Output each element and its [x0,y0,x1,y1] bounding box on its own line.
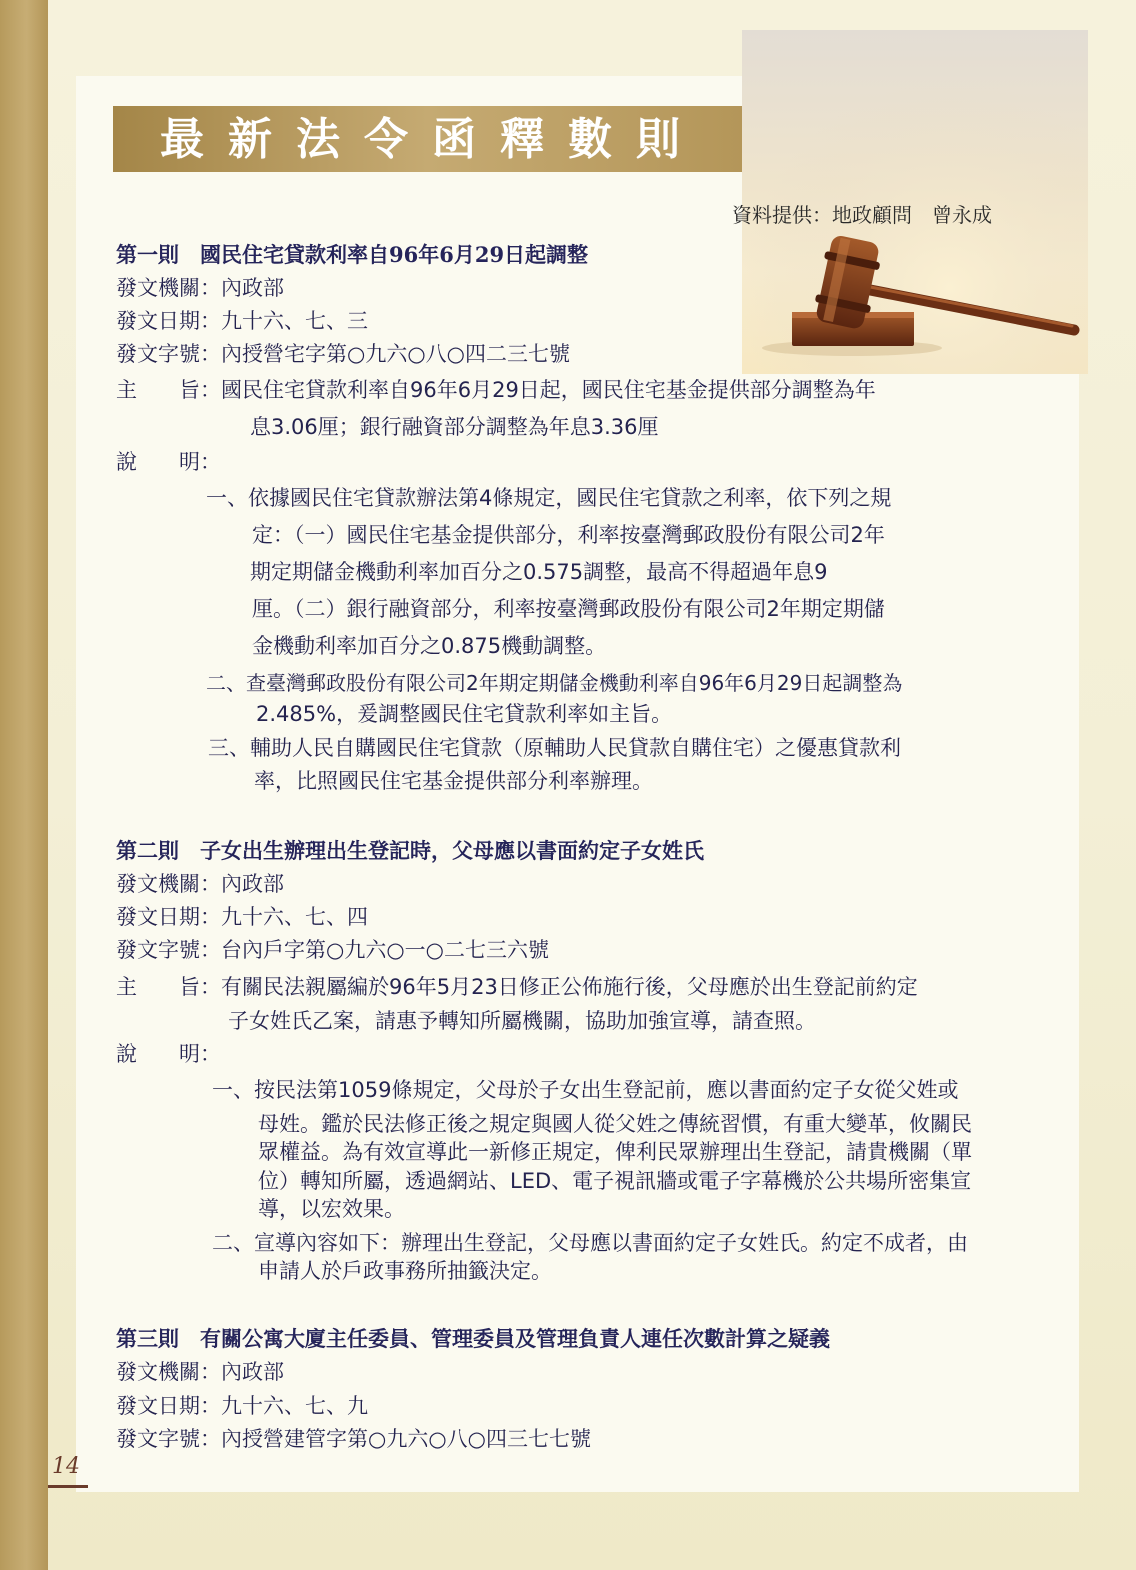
article-1-item-1-cont: 定：（一）國民住宅基金提供部分，利率按臺灣郵政股份有限公司2年 [252,523,885,547]
article-3-agency: 發文機關：內政部 [116,1360,284,1384]
article-1-item-2: 二、查臺灣郵政股份有限公司2年期定期儲金機動利率自96年6月29日起調整為 [206,671,903,695]
article-3-date: 發文日期：九十六、七、九 [116,1394,368,1418]
article-2-item-1-cont: 位）轉知所屬，透過網站、LED、電子視訊牆或電子字幕機於公共場所密集宣 [258,1169,972,1193]
article-1-doc-number: 發文字號：內授營宅字第○九六○八○四二三七號 [116,342,570,366]
page-title: 最新法令函釋數則 [160,114,704,165]
article-1-date: 發文日期：九十六、七、三 [116,309,368,333]
left-decorative-bar [0,0,48,1570]
article-2-explanation-label: 說 明： [116,1042,221,1066]
page-number: 14 [52,1454,80,1479]
article-1-subject-cont: 息3.06厘；銀行融資部分調整為年息3.36厘 [250,415,659,439]
article-1-item-3-cont: 率，比照國民住宅基金提供部分利率辦理。 [254,769,653,793]
article-2-item-1-cont: 導，以宏效果。 [258,1197,405,1221]
article-2-item-1: 一、按民法第1059條規定，父母於子女出生登記前，應以書面約定子女從父姓或 [212,1078,959,1102]
article-1-item-1-cont: 金機動利率加百分之0.875機動調整。 [252,634,607,658]
article-3-heading: 第三則 有關公寓大廈主任委員、管理委員及管理負責人連任次數計算之疑義 [116,1326,830,1351]
article-2-item-2-cont: 申請人於戶政事務所抽籤決定。 [258,1259,552,1283]
article-1-subject: 主 旨：國民住宅貸款利率自96年6月29日起，國民住宅基金提供部分調整為年 [116,378,876,402]
article-2-date: 發文日期：九十六、七、四 [116,905,368,929]
source-credit: 資料提供：地政顧問 曾永成 [732,203,992,227]
article-1-heading: 第一則 國民住宅貸款利率自96年6月29日起調整 [116,242,589,267]
article-2-heading: 第二則 子女出生辦理出生登記時，父母應以書面約定子女姓氏 [116,838,704,863]
article-1-item-1: 一、依據國民住宅貸款辦法第4條規定，國民住宅貸款之利率，依下列之規 [206,486,892,510]
article-1-item-2-cont: 2.485%，爰調整國民住宅貸款利率如主旨。 [256,702,673,726]
article-1-item-3: 三、輔助人民自購國民住宅貸款（原輔助人民貸款自購住宅）之優惠貸款利 [208,736,901,760]
article-1-explanation-label: 說 明： [116,450,221,474]
article-3-doc-number: 發文字號：內授營建管字第○九六○八○四三七七號 [116,1427,591,1451]
article-2-subject-cont: 子女姓氏乙案，請惠予轉知所屬機關，協助加強宣導，請查照。 [228,1009,816,1033]
article-2-agency: 發文機關：內政部 [116,872,284,896]
article-1-item-1-cont: 厘。（二）銀行融資部分，利率按臺灣郵政股份有限公司2年期定期儲 [252,597,885,621]
article-2-item-2: 二、宣導內容如下：辦理出生登記，父母應以書面約定子女姓氏。約定不成者，由 [212,1231,968,1255]
article-1-item-1-cont: 期定期儲金機動利率加百分之0.575調整，最高不得超過年息9 [250,560,828,584]
article-2-doc-number: 發文字號：台內戶字第○九六○一○二七三六號 [116,938,549,962]
article-2-subject: 主 旨：有關民法親屬編於96年5月23日修正公佈施行後，父母應於出生登記前約定 [116,975,918,999]
page-number-rule [48,1485,88,1488]
article-2-item-1-cont: 母姓。鑑於民法修正後之規定與國人從父姓之傳統習慣，有重大變革，攸關民 [258,1112,972,1136]
article-2-item-1-cont: 眾權益。為有效宣導此一新修正規定，俾利民眾辦理出生登記，請貴機關（單 [258,1140,972,1164]
article-1-agency: 發文機關：內政部 [116,276,284,300]
